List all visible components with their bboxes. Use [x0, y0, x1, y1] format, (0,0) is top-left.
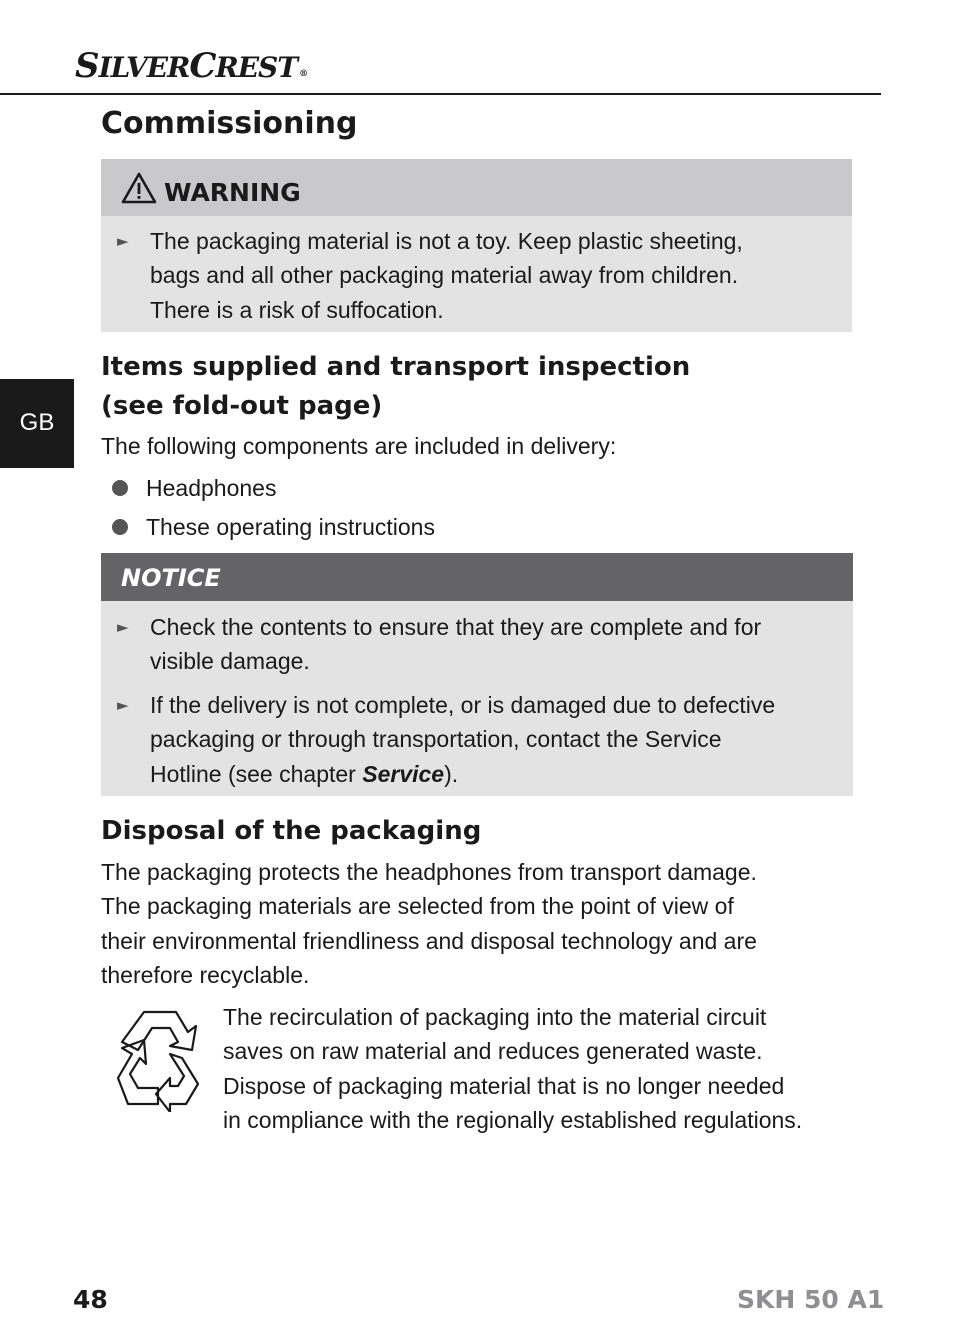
notice-text-line: Check the contents to ensure that they are complete and for	[150, 614, 762, 640]
model-number: SKH 50 A1	[737, 1285, 885, 1314]
section-title-commissioning: Commissioning	[101, 106, 358, 141]
page-number: 48	[73, 1285, 108, 1314]
notice-text-line: packaging or through transportation, contact the Service	[150, 726, 722, 752]
list-item: These operating instructions	[146, 514, 435, 540]
notice-title: NOTICE	[121, 564, 221, 592]
language-tab-label: GB	[19, 409, 55, 436]
arrow-bullet-icon: ►	[117, 618, 129, 636]
arrow-bullet-icon: ►	[117, 696, 129, 714]
warning-text-line: There is a risk of suffocation.	[150, 297, 444, 323]
section-title-items-supplied: Items supplied and transport inspection	[101, 352, 691, 382]
recycle-text-line: The recirculation of packaging into the material circuit	[223, 1004, 767, 1030]
bullet-dot-icon	[112, 519, 128, 535]
items-intro: The following components are included in delivery:	[101, 433, 617, 459]
bullet-dot-icon	[112, 480, 128, 496]
section-title-items-supplied-sub: (see fold-out page)	[101, 391, 383, 421]
service-chapter-reference: Service	[362, 761, 445, 787]
notice-text-line: If the delivery is not complete, or is damaged due to defective	[150, 692, 776, 718]
recycle-text-line: in compliance with the regionally established regulations.	[223, 1107, 803, 1133]
brand-logo: SILVERCREST ®	[75, 46, 308, 86]
recycle-text-line: saves on raw material and reduces generated waste.	[223, 1038, 763, 1064]
disposal-text-line: therefore recyclable.	[101, 962, 310, 988]
warning-title: WARNING	[164, 178, 301, 207]
arrow-bullet-icon: ►	[117, 232, 129, 250]
disposal-text-line: The packaging protects the headphones from transport damage.	[101, 859, 757, 885]
section-title-disposal: Disposal of the packaging	[101, 816, 482, 846]
header-rule	[0, 93, 881, 95]
notice-text-line: Hotline (see chapter Service).	[150, 761, 459, 787]
warning-text-line: The packaging material is not a toy. Keep plastic sheeting,	[150, 228, 743, 254]
warning-text-line: bags and all other packaging material away from children.	[150, 262, 739, 288]
list-item: Headphones	[146, 475, 277, 501]
notice-text-line: visible damage.	[150, 648, 310, 674]
warning-triangle-icon	[121, 172, 157, 204]
recycle-text-line: Dispose of packaging material that is no longer needed	[223, 1073, 785, 1099]
disposal-text-line: The packaging materials are selected from the point of view of	[101, 893, 734, 919]
disposal-text-line: their environmental friendliness and disposal technology and are	[101, 928, 757, 954]
recycle-icon	[100, 1006, 212, 1112]
